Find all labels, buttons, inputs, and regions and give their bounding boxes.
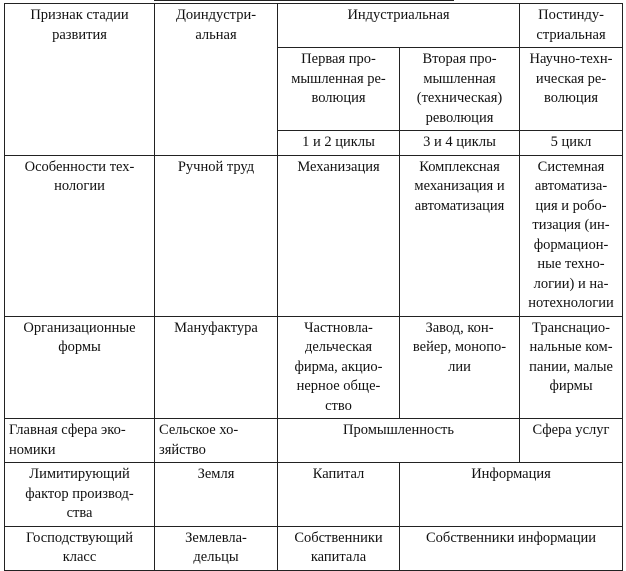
first-revolution-cell: Первая про- мышленная ре- волюция (278, 48, 400, 131)
header-postindustrial-cell: Постинду- стриальная (520, 4, 623, 48)
row-label-limiting-factor: Лимитирующий фактор производ- ства (5, 463, 155, 527)
header-preindustrial-cell: Доиндустри- альная (155, 4, 278, 156)
document-page (4, 0, 622, 565)
table-row (5, 526, 623, 570)
table-cell: Информация (400, 463, 623, 527)
cycles-first-cell: 1 и 2 циклы (278, 131, 400, 156)
table-cell: Земля (155, 463, 278, 527)
header-row (5, 4, 623, 48)
table-row (5, 316, 623, 419)
table-cell: Промышленность (278, 419, 520, 463)
table-cell: Сфера услуг (520, 419, 623, 463)
header-industrial-cell: Индустриальная (278, 4, 520, 48)
sci-tech-revolution-cell: Научно-техн- ическая ре- волюция (520, 48, 623, 131)
table-cell: Завод, кон- вейер, монопо- лии (400, 316, 520, 419)
table-cell: Землевла- дельцы (155, 526, 278, 570)
table-cell: Системная автоматиза- ция и робо- тизация (ин- формацион- ные техно- логии) и на- нотехнологии (520, 155, 623, 316)
cycles-second-cell: 3 и 4 циклы (400, 131, 520, 156)
table-cell: Собственники информации (400, 526, 623, 570)
table-cell: Мануфактура (155, 316, 278, 419)
table-cell: Собственники капитала (278, 526, 400, 570)
development-stages-table (4, 3, 623, 571)
table-cell: Частновла- дельческая фирма, акцио- нерное обще- ство (278, 316, 400, 419)
table-row (5, 463, 623, 527)
table-cell: Капитал (278, 463, 400, 527)
table-cell: Транснацио- нальные ком- пании, малые фирмы (520, 316, 623, 419)
row-label-economy: Главная сфера эко- номики (5, 419, 155, 463)
table-cell: Механизация (278, 155, 400, 316)
second-revolution-cell: Вторая про- мышленная (техническая) революция (400, 48, 520, 131)
cycles-third-cell: 5 цикл (520, 131, 623, 156)
table-row (5, 419, 623, 463)
table-row (5, 155, 623, 316)
row-label-technology: Особенности тех- нологии (5, 155, 155, 316)
table-cell: Сельское хо- зяйство (155, 419, 278, 463)
row-label-organization: Организационные формы (5, 316, 155, 419)
table-cell: Комплексная механизация и автоматизация (400, 155, 520, 316)
table-cell: Ручной труд (155, 155, 278, 316)
header-feature-cell: Признак стадии развития (5, 4, 155, 156)
row-label-dominant-class: Господствующий класс (5, 526, 155, 570)
